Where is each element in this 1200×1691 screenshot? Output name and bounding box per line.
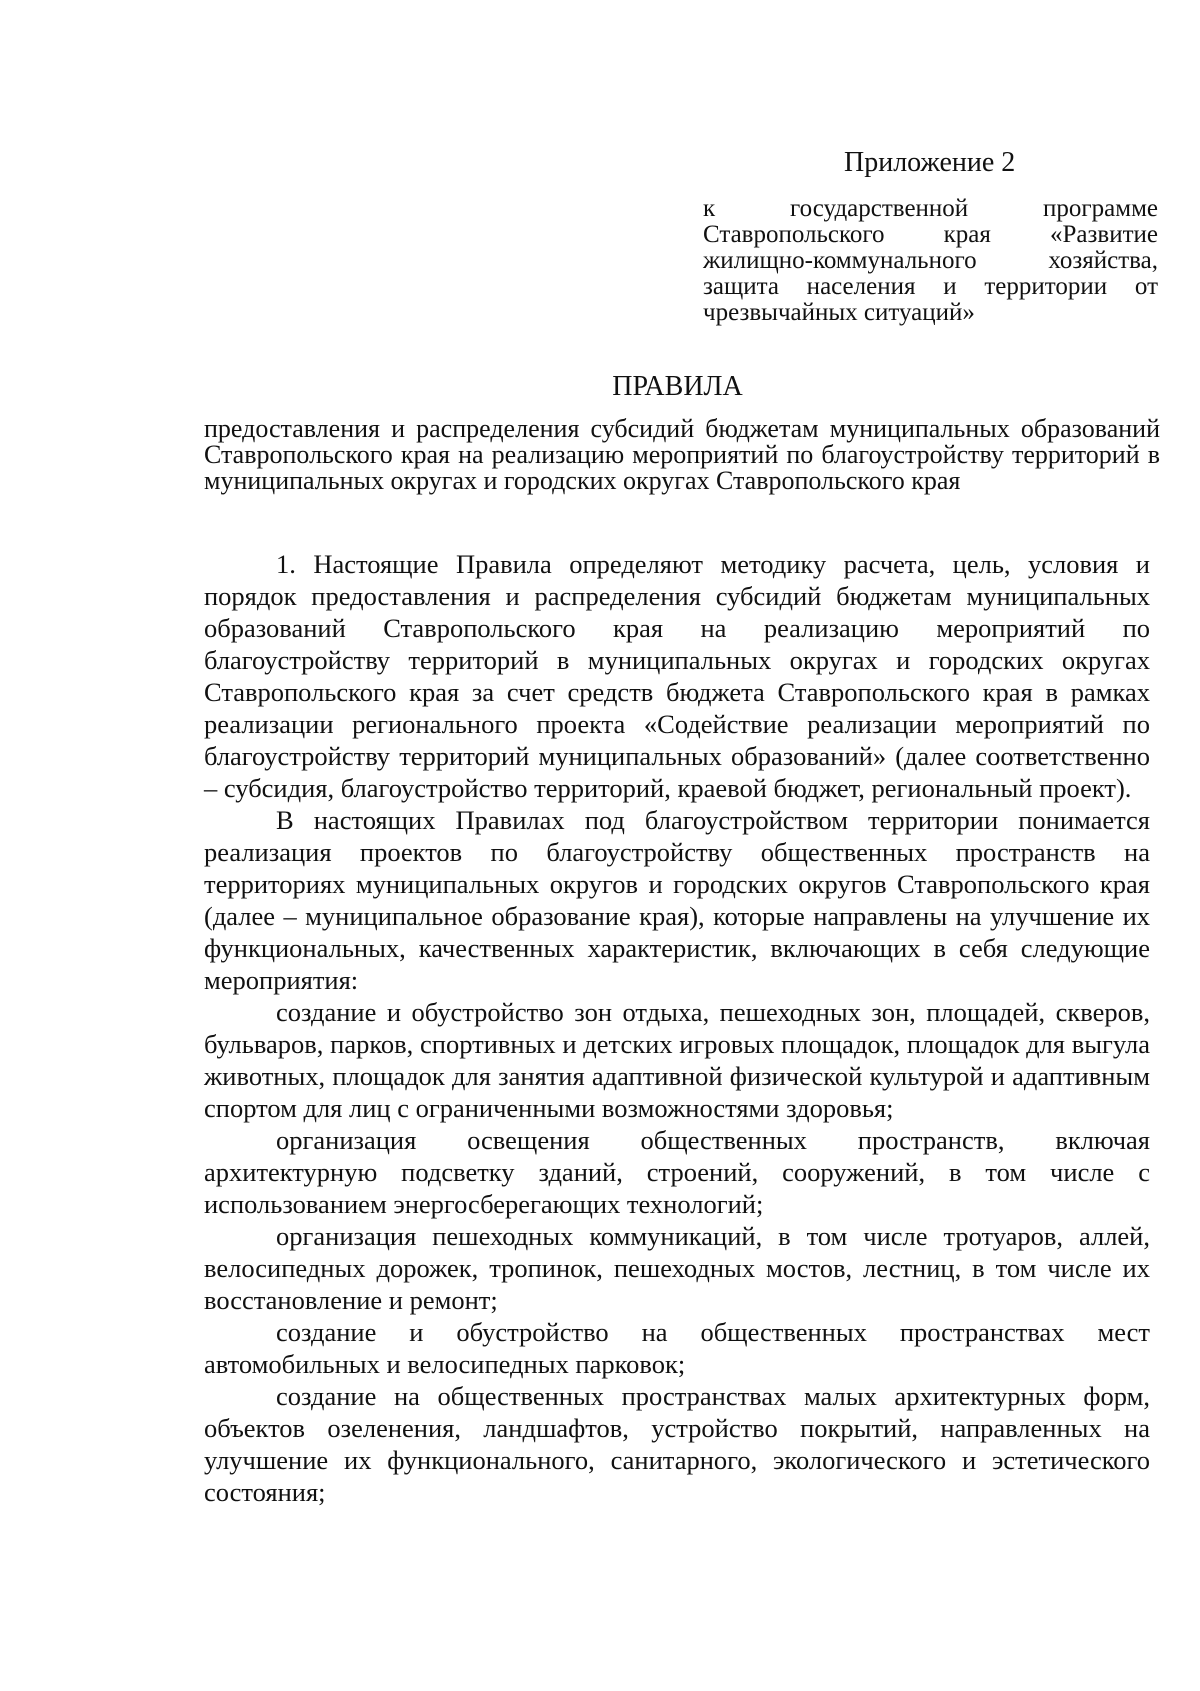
paragraph-2: В настоящих Правилах под благоустройством территории понимается реализация проектов по благоустройству общественных пространств на территориях муниципальных округов и городских округов Ставропольского края (далее – муниципальное образование края), которые направлены на улучшение их функциональных, качественных характеристик, включающих в себя следующие мероприятия: (204, 805, 1150, 995)
appendix-reference: к государственной программе Ставропольского края «Развитие жилищно-коммунального хозяйства, защита населения и территории от чрезвычайных ситуаций» (703, 195, 1158, 326)
list-item: организация освещения общественных пространств, включая архитектурную подсветку зданий, строений, сооружений, в том числе с использованием энергосберегающих технологий; (204, 1125, 1150, 1219)
document-subtitle: предоставления и распределения субсидий бюджетам муниципальных образований Ставропольского края на реализацию мероприятий по благоустройству территорий в муниципальных округах и городских округах Ставропольского края (204, 414, 1160, 495)
list-item: организация пешеходных коммуникаций, в том числе тротуаров, аллей, велосипедных дорожек, тропинок, пешеходных мостов, лестниц, в том числе их восстановление и ремонт; (204, 1221, 1150, 1315)
list-item: создание и обустройство зон отдыха, пешеходных зон, площадей, скверов, бульваров, парков, спортивных и детских игровых площадок, площадок для выгула животных, площадок для занятия адаптивной физической культурой и адаптивным спортом для лиц с ограниченными возможностями здоровья; (204, 997, 1150, 1123)
paragraph-1: 1. Настоящие Правила определяют методику расчета, цель, условия и порядок предоставления и распределения субсидий бюджетам муниципальных образований Ставропольского края на реализацию мероприятий по благоустройству территорий в муниципальных округах и городских округах Ставропольского края за счет средств бюджета Ставропольского края в рамках реализации регионального проекта «Содействие реализации мероприятий по благоустройству территорий муниципальных образований» (далее соответственно – субсидия, благоустройство территорий, краевой бюджет, региональный проект). (204, 549, 1150, 803)
list-item: создание на общественных пространствах малых архитектурных форм, объектов озеленения, ландшафтов, устройство покрытий, направленных на улучшение их функционального, санитарного, экологического и эстетического состояния; (204, 1381, 1150, 1507)
document-title: ПРАВИЛА (612, 371, 743, 402)
appendix-label: Приложение 2 (844, 147, 1016, 178)
document-body (204, 548, 1150, 1508)
list-item: создание и обустройство на общественных пространствах мест автомобильных и велосипедных парковок; (204, 1317, 1150, 1379)
